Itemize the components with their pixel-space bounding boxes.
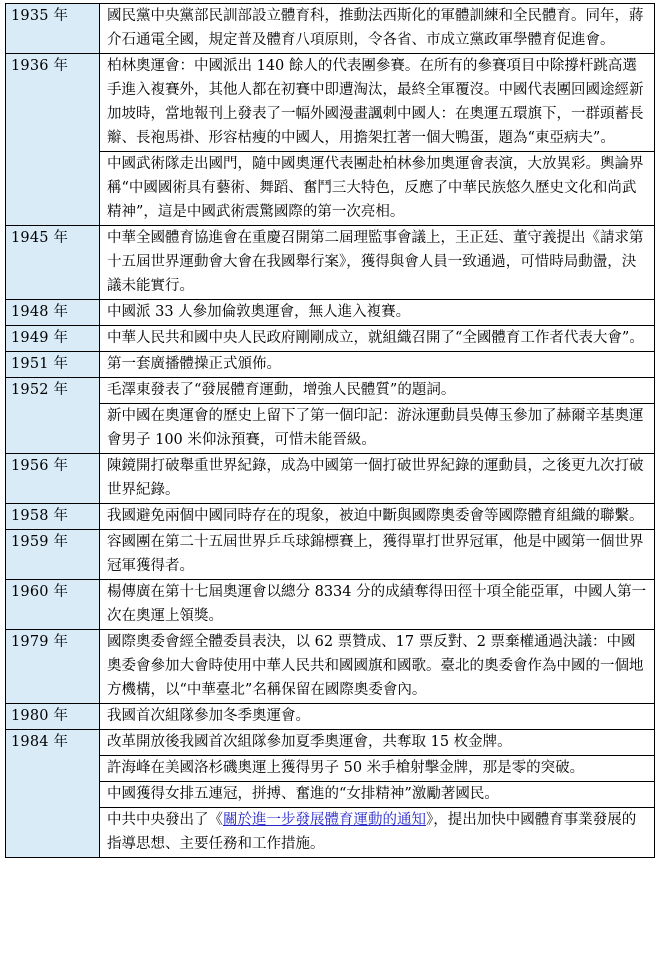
year-cell: 1945 年 — [6, 226, 100, 300]
timeline-row — [6, 782, 655, 808]
timeline-row — [6, 704, 655, 730]
event-text: 楊傳廣在第十七屆奧運會以總分 8334 分的成績奪得田徑十項全能亞軍，中國人第一次在奧運上領獎。 — [107, 584, 647, 624]
event-cell — [100, 580, 655, 630]
event-cell — [100, 4, 655, 54]
event-text: 國際奧委會經全體委員表決，以 62 票贊成、17 票反對、2 票棄權通過決議：中國奧委會參加大會時使用中華人民共和國國旗和國歌。臺北的奧委會作為中國的一個地方機構，以“中華臺北”名稱保留在國際奧委會內。 — [107, 634, 644, 698]
timeline-row — [6, 300, 655, 326]
timeline-row — [6, 378, 655, 404]
event-text: 許海峰在美國洛杉磯奧運上獲得男子 50 米手槍射擊金牌，那是零的突破。 — [107, 760, 585, 776]
year-cell: 1984 年 — [6, 730, 100, 858]
event-text: 改革開放後我國首次組隊參加夏季奧運會，共奪取 15 枚金牌。 — [107, 734, 512, 750]
timeline-row — [6, 352, 655, 378]
timeline-row — [6, 756, 655, 782]
event-text: 第一套廣播體操正式頒佈。 — [107, 356, 281, 372]
year-cell: 1979 年 — [6, 630, 100, 704]
event-cell — [100, 226, 655, 300]
event-text: 新中國在奧運會的歷史上留下了第一個印記：游泳運動員吳傳玉參加了赫爾辛基奧運會男子 100 米仰泳預賽，可惜未能晉級。 — [107, 408, 644, 448]
event-cell — [100, 454, 655, 504]
year-cell: 1960 年 — [6, 580, 100, 630]
timeline-row — [6, 730, 655, 756]
event-text: 中共中央發出了《 — [107, 812, 223, 828]
event-text: 我國首次組隊參加冬季奧運會。 — [107, 708, 310, 724]
timeline-row — [6, 152, 655, 226]
event-text: 毛澤東發表了“發展體育運動，增強人民體質”的題詞。 — [107, 382, 456, 398]
event-text: 中國獲得女排五連冠，拼搏、奮進的“女排精神”激勵著國民。 — [107, 786, 499, 802]
year-cell: 1959 年 — [6, 530, 100, 580]
timeline-table — [5, 3, 655, 858]
event-cell — [100, 704, 655, 730]
event-cell — [100, 808, 655, 858]
year-cell: 1956 年 — [6, 454, 100, 504]
timeline-row — [6, 504, 655, 530]
event-text: 中國武術隊走出國門，隨中國奧運代表團赴柏林參加奧運會表演，大放異彩。輿論界稱“中國國術具有藝術、舞蹈、奮鬥三大特色，反應了中華民族悠久歷史文化和尚武精神”，這是中國武術震驚國際的第一次亮相。 — [107, 156, 644, 220]
event-cell — [100, 404, 655, 454]
timeline-row — [6, 530, 655, 580]
year-cell: 1958 年 — [6, 504, 100, 530]
event-text: 國民黨中央黨部民訓部設立體育科，推動法西斯化的軍體訓練和全民體育。同年，蔣介石通電全國，規定普及體育八項原則，令各省、市成立黨政軍學體育促進會。 — [107, 8, 644, 48]
event-cell — [100, 326, 655, 352]
event-cell — [100, 152, 655, 226]
timeline-row — [6, 808, 655, 858]
event-cell — [100, 352, 655, 378]
event-cell — [100, 378, 655, 404]
event-cell — [100, 756, 655, 782]
event-cell — [100, 630, 655, 704]
timeline-row — [6, 454, 655, 504]
event-cell — [100, 54, 655, 152]
year-cell: 1935 年 — [6, 4, 100, 54]
timeline-row — [6, 630, 655, 704]
timeline-row — [6, 326, 655, 352]
event-text: 中華全國體育協進會在重慶召開第二屆理監事會議上，王正廷、董守義提出《請求第十五屆世界運動會大會在我國舉行案》，獲得與會人員一致通過，可惜時局動盪，決議未能實行。 — [107, 230, 644, 294]
year-cell: 1980 年 — [6, 704, 100, 730]
timeline-row — [6, 580, 655, 630]
event-text: 陳鏡開打破舉重世界紀錄，成為中國第一個打破世界紀錄的運動員，之後更九次打破世界紀錄。 — [107, 458, 644, 498]
event-text: 我國避免兩個中國同時存在的現象，被迫中斷與國際奧委會等國際體育組織的聯繫。 — [107, 508, 644, 524]
timeline-row — [6, 226, 655, 300]
year-cell: 1951 年 — [6, 352, 100, 378]
timeline-body — [6, 4, 655, 858]
event-cell — [100, 504, 655, 530]
timeline-row — [6, 54, 655, 152]
year-cell: 1952 年 — [6, 378, 100, 454]
event-cell — [100, 300, 655, 326]
event-cell — [100, 530, 655, 580]
event-cell — [100, 782, 655, 808]
timeline-row — [6, 4, 655, 54]
document-link[interactable]: 關於進一步發展體育運動的通知 — [223, 812, 426, 828]
year-cell: 1948 年 — [6, 300, 100, 326]
event-text: 柏林奧運會：中國派出 140 餘人的代表團參賽。在所有的參賽項目中除撐杆跳高選手進入複賽外，其他人都在初賽中即遭淘汰，最終全軍覆沒。中國代表團回國途經新加坡時，當地報刊上發表了一幅外國漫畫諷刺中國人：在奧運五環旗下，一群頭蓄長辮、長袍馬褂、形容枯瘦的中國人，用擔架扛著一個大鴨蛋，題為“東亞病夫”。 — [107, 58, 644, 146]
event-text: 》，提出加快中國體育事業發展的指導思想、主要任務和工作措施。 — [107, 812, 637, 852]
year-cell: 1936 年 — [6, 54, 100, 226]
event-text: 中國派 33 人參加倫敦奧運會，無人進入複賽。 — [107, 304, 411, 320]
year-cell: 1949 年 — [6, 326, 100, 352]
event-cell — [100, 730, 655, 756]
event-text: 中華人民共和國中央人民政府剛剛成立，就組織召開了“全國體育工作者代表大會”。 — [107, 330, 644, 346]
timeline-row — [6, 404, 655, 454]
event-text: 容國團在第二十五屆世界乒乓球錦標賽上，獲得單打世界冠軍，他是中國第一個世界冠軍獲得者。 — [107, 534, 644, 574]
